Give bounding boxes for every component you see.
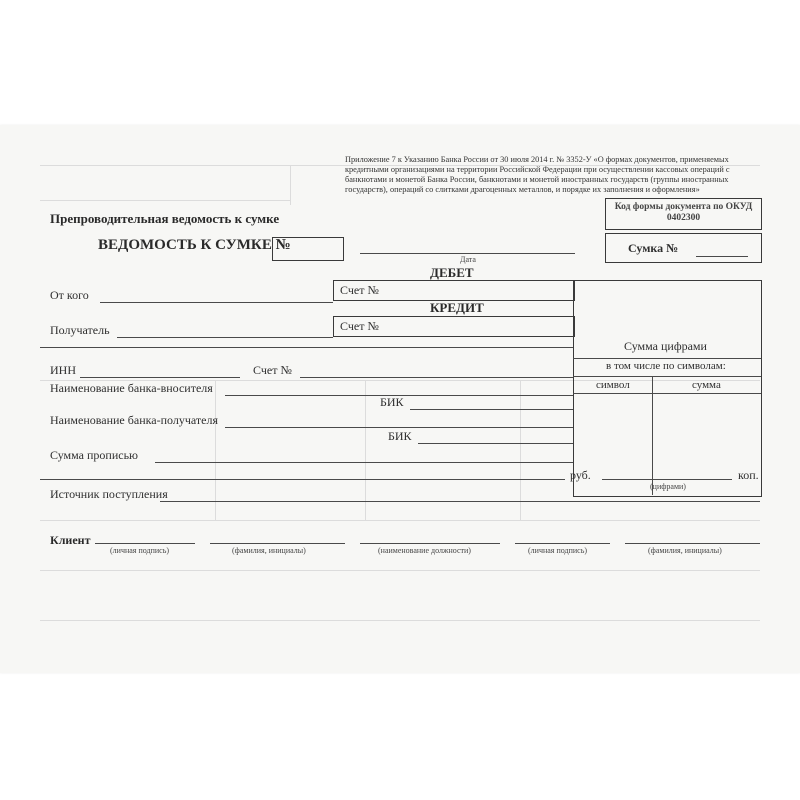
client-signature-line[interactable] [95,543,195,544]
recipient-label: Получатель [50,323,110,337]
inn-top-line [40,347,573,348]
kop-line[interactable] [602,479,732,480]
cashier-signature-line[interactable] [515,543,610,544]
appendix-note: Приложение 7 к Указанию Банка России от 30 июля 2014 г. № 3352-У «О формах документов, применяемых кредитными организациями на территории Российской Федерации при осуществлении кассовых операций с банкнотами и монетой Банка России, банкнотами и монетой иностранных государств (группы иностранных государств), операций со слитками драгоценных металлов, и порядке их заполнения и оформления» [345,155,730,194]
ghost-line [520,380,521,520]
credit-account-label: Счет № [340,319,379,333]
ghost-line [40,520,760,521]
ghost-line [40,620,760,621]
position-line[interactable] [360,543,500,544]
from-label: От кого [50,288,89,302]
inn-account-line[interactable] [300,377,573,378]
payee-bank-line[interactable] [225,427,573,428]
payee-bic-label: БИК [388,429,412,443]
col-symbol-header: символ [596,379,630,391]
debit-account-label: Счет № [340,283,379,297]
bag-box [605,233,762,263]
cashier-surname-line[interactable] [625,543,760,544]
payer-bank-label: Наименование банка-вносителя [50,381,213,395]
form-code-label: Код формы документа по ОКУД 0402300 [614,202,753,223]
form-code-box [605,198,762,230]
symbols-body-line [573,393,761,394]
date-line[interactable] [360,253,575,254]
sum-figures-line [573,358,761,359]
by-symbols-label: в том числе по символам: [606,360,726,372]
ghost-line [40,570,760,571]
bag-number-line [696,256,748,257]
inn-line[interactable] [80,377,240,378]
personal-signature-hint-1: (личная подпись) [110,546,170,555]
debit-account-box[interactable] [333,280,575,301]
amount-words-line-1[interactable] [155,462,573,463]
ghost-line [365,380,366,520]
date-label: Дата [460,255,476,264]
statement-label: ВЕДОМОСТЬ К СУМКЕ № [98,237,291,253]
kop-label: коп. [738,468,759,482]
inn-account-label: Счет № [253,363,292,377]
payee-bic-line[interactable] [418,443,573,444]
sum-box [573,280,762,497]
symbols-header-line [573,376,761,377]
source-label: Источник поступления [50,487,168,501]
debit-heading: ДЕБЕТ [430,265,474,280]
document-sheet [0,125,800,673]
client-label: Клиент [50,533,91,547]
ghost-line [40,200,290,201]
credit-heading: КРЕДИТ [430,300,484,315]
bag-label: Сумка № [628,241,679,255]
sum-box-title: Сумма цифрами [624,339,707,353]
inn-label: ИНН [50,363,76,377]
col-sum-header: сумма [692,379,721,391]
payer-bic-line[interactable] [410,409,573,410]
form-title: Препроводительная ведомость к сумке [50,211,280,226]
ghost-line [290,165,291,205]
statement-number-box[interactable] [272,237,344,261]
personal-signature-hint-2: (личная подпись) [528,546,588,555]
surname-initials-hint-1: (фамилия, инициалы) [232,546,306,555]
surname-initials-hint-2: (фамилия, инициалы) [648,546,722,555]
position-name-hint: (наименование должности) [378,546,471,555]
credit-account-box[interactable] [333,316,575,337]
from-line[interactable] [100,302,333,303]
client-surname-line[interactable] [210,543,345,544]
payer-bic-label: БИК [380,395,404,409]
source-line[interactable] [160,501,760,502]
rub-label: руб. [570,468,591,482]
recipient-line[interactable] [117,337,333,338]
amount-words-line-2[interactable] [40,479,565,480]
in-figures-hint: (цифрами) [650,482,686,491]
ghost-line [215,380,216,520]
amount-words-label: Сумма прописью [50,448,139,462]
payee-bank-label: Наименование банка-получателя [50,413,218,427]
